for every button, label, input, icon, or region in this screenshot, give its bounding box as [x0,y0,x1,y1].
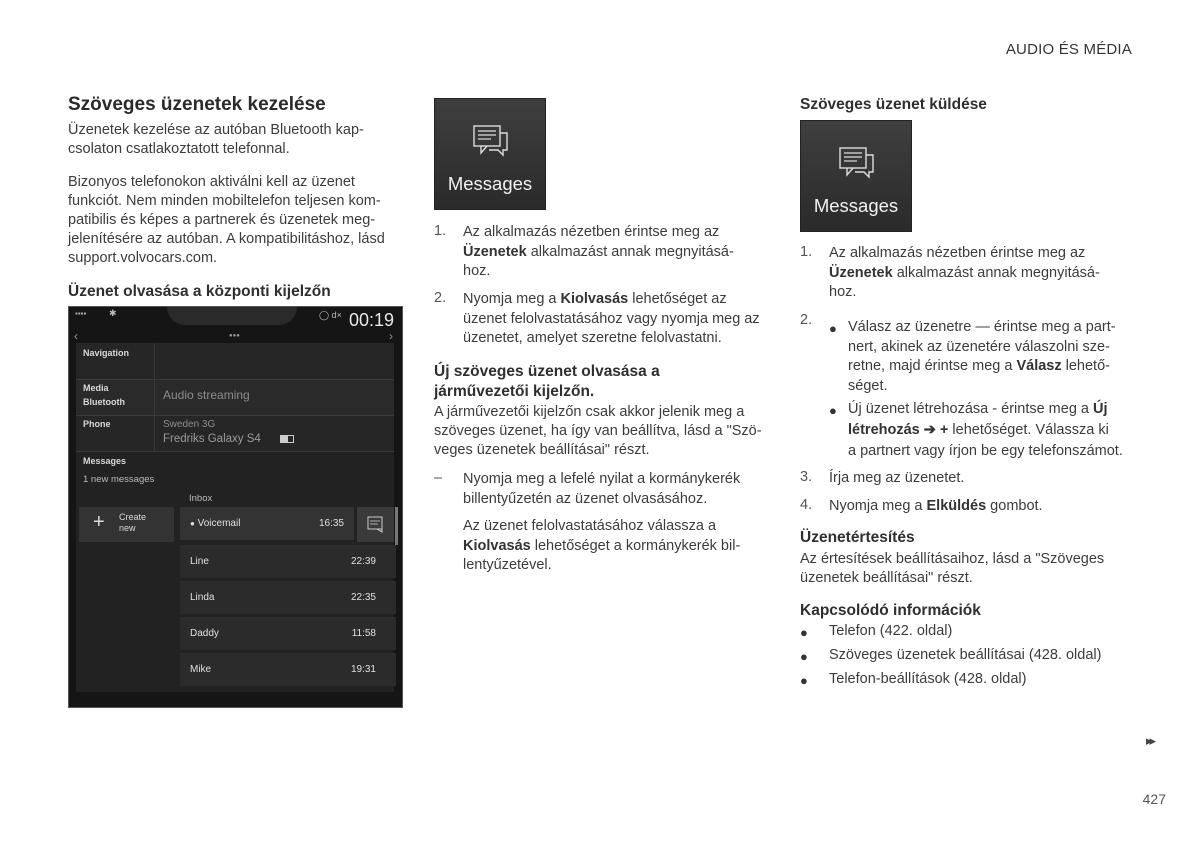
page-dots: ●●● [229,333,240,339]
create-new-button[interactable]: + Create new [79,507,174,542]
bullet: ● [829,321,837,336]
step-number: 2. [800,312,813,328]
phone-tile[interactable]: Phone Sweden 3G Fredriks Galaxy S4 [76,415,394,452]
messages-tile[interactable]: Messages 1 new messages [76,451,394,692]
dash-marker: – [434,470,443,486]
media-tile[interactable]: Media Bluetooth Audio streaming [76,379,394,416]
inbox-row[interactable]: Daddy 11:58 [180,617,396,650]
top-handle[interactable] [167,307,297,325]
send-heading: Szöveges üzenet küldése [800,96,987,113]
bullet: ● [800,625,808,640]
step-number: 4. [800,497,813,513]
step-1-text: Az alkalmazás nézetben érintse meg az Üzenetek alkalmazást annak megnyitásá- hoz. [463,224,734,279]
unread-dot-icon: ● [190,519,195,528]
notif-heading: Üzenetértesítés [800,529,915,546]
bullet: ● [829,403,837,418]
inbox-row[interactable]: Mike 19:31 [180,653,396,686]
page-title: Szöveges üzenetek kezelése [68,94,326,115]
bluetooth-icon: ✱ [109,308,117,318]
messages-icon [837,145,877,181]
send-bullet-new: Új üzenet létrehozása - érintse meg a Új létrehozás ➔ + lehetőséget. Válassza ki a partnert vagy írjon be egy telefonszámot. [848,401,1123,459]
inbox-row[interactable]: Linda 22:35 [180,581,396,614]
indent-text: Az üzenet felolvastatásához válassza a Kiolvasás lehetőséget a kormánykerék bil- lentyűzetével. [463,518,741,573]
inbox-label: Inbox [189,493,213,504]
body-text: Bizonyos telefonokon aktiválni kell az üzenet funkciót. Nem minden mobiltelefon teljesen kom- patibilis és képes a partnerek és üzenetek meg- jelenítésére az autóban. A kompatibilitáshoz, lásd support.volvocars.com. [68,174,385,266]
bullet: ● [800,673,808,688]
inbox-row[interactable]: ● Voicemail 16:35 [180,507,354,540]
subheading-central-display: Üzenet olvasása a központi kijelzőn [68,283,331,300]
prev-page-icon[interactable]: ‹ [74,329,78,343]
related-link[interactable]: Telefon (422. oldal) [829,623,953,639]
page-number: 427 [1142,791,1166,807]
driver-display-text: A járművezetői kijelzőn csak akkor jelenik meg a szöveges üzenet, ha így van beállítva, lásd a "Szö- veges üzenetek beállításai" részt. [434,404,762,458]
messages-app-tile: Messages [434,98,546,210]
inbox-row[interactable]: Line 22:39 [180,545,396,578]
battery-icon [280,435,294,443]
dash-item-text: Nyomja meg a lefelé nyilat a kormánykerék billentyűzetén az üzenet olvasásához. [463,471,741,507]
plus-icon: + [93,511,105,533]
send-bullet-reply: Válasz az üzenetre — érintse meg a part- nert, akinek az üzenetére válaszolni sze- retne, majd érintse meg a Válasz lehető- séget. [848,319,1116,394]
status-icons: ◯ d× [319,310,342,320]
intro-text: Üzenetek kezelése az autóban Bluetooth kap- csolaton csatlakoztatott telefonnal. [68,122,364,157]
step-number: 3. [800,469,813,485]
navigation-tile[interactable]: Navigation [76,343,394,379]
center-display-screenshot [68,306,403,708]
clock: 00:19 [349,310,395,330]
notif-text: Az értesítések beállításaihoz, lásd a "Szöveges üzenetek beállításai" részt. [800,551,1105,586]
step-number: 1. [800,244,813,260]
subheading-driver-display: Új szöveges üzenet olvasása a járművezetői kijelzőn. [434,363,660,400]
related-heading: Kapcsolódó információk [800,602,981,619]
read-aloud-icon [357,507,394,542]
send-step-3: Írja meg az üzenetet. [829,470,965,486]
related-link[interactable]: Szöveges üzenetek beállításai (428. oldal) [829,647,1102,663]
continue-arrow-icon: ▸▸ [1146,733,1154,748]
messages-app-tile: Messages [800,120,912,232]
step-2-text: Nyomja meg a Kiolvasás lehetőséget az üzenet felolvastatásához vagy nyomja meg az üzenetet, amelyet szeretne felolvastatni. [463,291,760,346]
step-number: 2. [434,290,447,306]
send-step-1: Az alkalmazás nézetben érintse meg az Üzenetek alkalmazást annak megnyitásá- hoz. [829,245,1100,300]
scrollbar[interactable] [395,507,398,545]
messages-icon [471,123,511,159]
related-link[interactable]: Telefon-beállítások (428. oldal) [829,671,1027,687]
send-step-4: Nyomja meg a Elküldés gombot. [829,498,1043,514]
step-number: 1. [434,223,447,239]
next-page-icon[interactable]: › [389,329,393,343]
signal-icon: ▪▪▪▪ [75,309,87,318]
read-aloud-button[interactable] [357,507,394,542]
section-header: AUDIO ÉS MÉDIA [1005,41,1132,58]
bullet: ● [800,649,808,664]
